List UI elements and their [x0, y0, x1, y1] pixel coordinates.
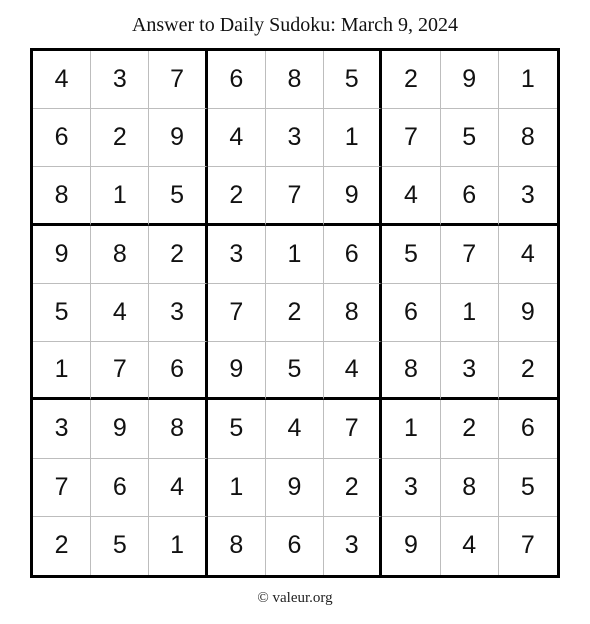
- sudoku-cell-r7-c8: 2: [441, 400, 499, 458]
- sudoku-cell-r1-c3: 7: [149, 51, 207, 109]
- sudoku-cell-r4-c6: 6: [324, 226, 382, 284]
- sudoku-cell-r1-c7: 2: [382, 51, 440, 109]
- sudoku-cell-r1-c2: 3: [91, 51, 149, 109]
- sudoku-cell-r6-c4: 9: [208, 342, 266, 400]
- sudoku-cell-r6-c2: 7: [91, 342, 149, 400]
- sudoku-cell-r1-c9: 1: [499, 51, 557, 109]
- sudoku-cell-r7-c4: 5: [208, 400, 266, 458]
- sudoku-cell-r8-c2: 6: [91, 459, 149, 517]
- sudoku-cell-r8-c6: 2: [324, 459, 382, 517]
- sudoku-cell-r6-c5: 5: [266, 342, 324, 400]
- sudoku-cell-r5-c1: 5: [33, 284, 91, 342]
- sudoku-cell-r8-c5: 9: [266, 459, 324, 517]
- sudoku-cell-r4-c1: 9: [33, 226, 91, 284]
- sudoku-cell-r7-c6: 7: [324, 400, 382, 458]
- sudoku-cell-r3-c3: 5: [149, 167, 207, 225]
- sudoku-cell-r3-c7: 4: [382, 167, 440, 225]
- sudoku-cell-r7-c2: 9: [91, 400, 149, 458]
- sudoku-cell-r3-c8: 6: [441, 167, 499, 225]
- sudoku-cell-r6-c8: 3: [441, 342, 499, 400]
- sudoku-cell-r5-c4: 7: [208, 284, 266, 342]
- sudoku-cell-r3-c6: 9: [324, 167, 382, 225]
- sudoku-cell-r9-c8: 4: [441, 517, 499, 575]
- sudoku-cell-r9-c1: 2: [33, 517, 91, 575]
- sudoku-cell-r3-c9: 3: [499, 167, 557, 225]
- sudoku-cell-r3-c4: 2: [208, 167, 266, 225]
- sudoku-cell-r2-c8: 5: [441, 109, 499, 167]
- sudoku-cell-r3-c1: 8: [33, 167, 91, 225]
- sudoku-cell-r8-c4: 1: [208, 459, 266, 517]
- sudoku-cell-r2-c1: 6: [33, 109, 91, 167]
- sudoku-cell-r9-c6: 3: [324, 517, 382, 575]
- sudoku-cell-r4-c2: 8: [91, 226, 149, 284]
- sudoku-cell-r1-c6: 5: [324, 51, 382, 109]
- sudoku-cell-r3-c5: 7: [266, 167, 324, 225]
- sudoku-cell-r8-c1: 7: [33, 459, 91, 517]
- sudoku-cell-r9-c3: 1: [149, 517, 207, 575]
- sudoku-cell-r4-c4: 3: [208, 226, 266, 284]
- sudoku-cell-r1-c5: 8: [266, 51, 324, 109]
- sudoku-cell-r5-c6: 8: [324, 284, 382, 342]
- sudoku-cell-r6-c1: 1: [33, 342, 91, 400]
- sudoku-cell-r7-c3: 8: [149, 400, 207, 458]
- sudoku-cell-r2-c2: 2: [91, 109, 149, 167]
- sudoku-cell-r9-c7: 9: [382, 517, 440, 575]
- sudoku-cell-r6-c6: 4: [324, 342, 382, 400]
- sudoku-cell-r5-c3: 3: [149, 284, 207, 342]
- sudoku-cell-r5-c5: 2: [266, 284, 324, 342]
- sudoku-cell-r6-c7: 8: [382, 342, 440, 400]
- page-title: Answer to Daily Sudoku: March 9, 2024: [131, 14, 459, 36]
- sudoku-cell-r2-c7: 7: [382, 109, 440, 167]
- sudoku-cell-r7-c7: 1: [382, 400, 440, 458]
- sudoku-cell-r4-c3: 2: [149, 226, 207, 284]
- sudoku-cell-r5-c8: 1: [441, 284, 499, 342]
- sudoku-cell-r9-c9: 7: [520, 531, 535, 560]
- sudoku-cell-r9-c5: 6: [266, 517, 324, 575]
- sudoku-cell-r4-c9: 4: [499, 226, 557, 284]
- sudoku-cell-r6-c9: 2: [499, 342, 557, 400]
- sudoku-cell-r1-c1: 4: [33, 51, 91, 109]
- sudoku-cell-r8-c7: 3: [382, 459, 440, 517]
- sudoku-board: [30, 48, 560, 578]
- sudoku-cell-r2-c9: 8: [499, 109, 557, 167]
- sudoku-cell-r6-c3: 6: [149, 342, 207, 400]
- sudoku-cell-r9-c2: 5: [91, 517, 149, 575]
- sudoku-cell-r2-c3: 9: [149, 109, 207, 167]
- sudoku-cell-r8-c3: 4: [149, 459, 207, 517]
- sudoku-cell-r5-c9: 9: [499, 284, 557, 342]
- sudoku-cell-r7-c5: 4: [266, 400, 324, 458]
- copyright-credit: © valeur.org: [257, 590, 333, 606]
- sudoku-cell-r4-c7: 5: [382, 226, 440, 284]
- sudoku-cell-r4-c8: 7: [441, 226, 499, 284]
- sudoku-cell-r2-c4: 4: [208, 109, 266, 167]
- sudoku-cell-r9-c4: 8: [208, 517, 266, 575]
- sudoku-cell-r7-c9: 6: [499, 400, 557, 458]
- sudoku-cell-r2-c5: 3: [266, 109, 324, 167]
- sudoku-cell-r2-c6: 1: [324, 109, 382, 167]
- sudoku-cell-r7-c1: 3: [33, 400, 91, 458]
- sudoku-cell-r3-c2: 1: [91, 167, 149, 225]
- sudoku-cell-r1-c8: 9: [441, 51, 499, 109]
- sudoku-cell-r5-c7: 6: [382, 284, 440, 342]
- sudoku-cell-r1-c4: 6: [208, 51, 266, 109]
- sudoku-cell-r8-c9: 5: [499, 459, 557, 517]
- sudoku-cell-r4-c5: 1: [266, 226, 324, 284]
- sudoku-cell-r5-c2: 4: [91, 284, 149, 342]
- sudoku-cell-r8-c8: 8: [441, 459, 499, 517]
